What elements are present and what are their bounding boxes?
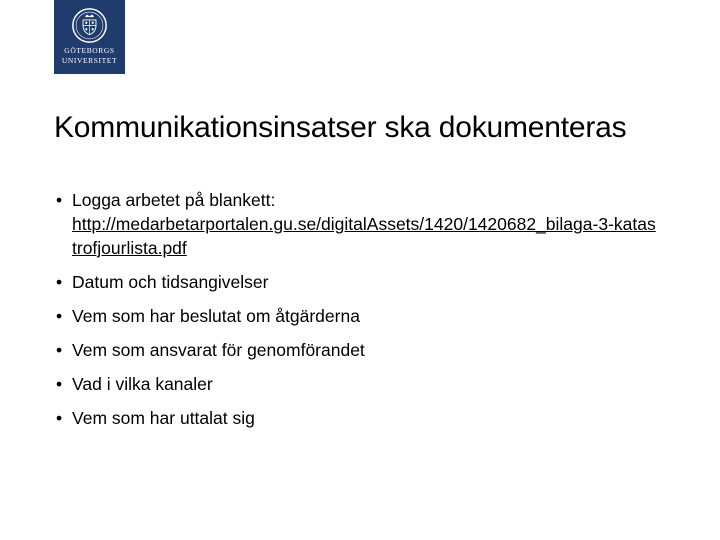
bullet-text: Logga arbetet på blankett: [72,190,276,210]
bullet-item [56,304,656,328]
bullet-marker: • [56,374,63,394]
bullet-item [56,406,656,430]
bullet-item [56,270,656,294]
logo-text-line-2: UNIVERSITET [61,56,118,65]
bullet-marker: • [56,190,63,210]
bullet-item [56,372,656,396]
slide-title: Kommunikationsinsatser ska dokumenteras [54,111,627,144]
bullet-text: Vem som har beslutat om åtgärderna [72,306,360,326]
bullet-text: Vad i vilka kanaler [72,374,213,394]
bullet-marker: • [56,306,63,326]
bullet-item [56,338,656,362]
bullet-item [56,188,656,260]
bullet-marker: • [56,408,63,428]
bullet-list [56,188,656,440]
bullet-marker: • [56,340,63,360]
bullet-text: Vem som har uttalat sig [72,408,255,428]
university-logo [54,0,125,74]
form-link[interactable]: http://medarbetarportalen.gu.se/digitalAssets/1420/1420682_bilaga-3-katastrofjourlista.pdf [72,214,656,258]
logo-text-line-1: GÖTEBORGS [64,46,115,55]
bullet-text: Datum och tidsangivelser [72,272,269,292]
university-seal-icon [71,7,108,44]
bullet-marker: • [56,272,63,292]
bullet-text: Vem som ansvarat för genomförandet [72,340,365,360]
